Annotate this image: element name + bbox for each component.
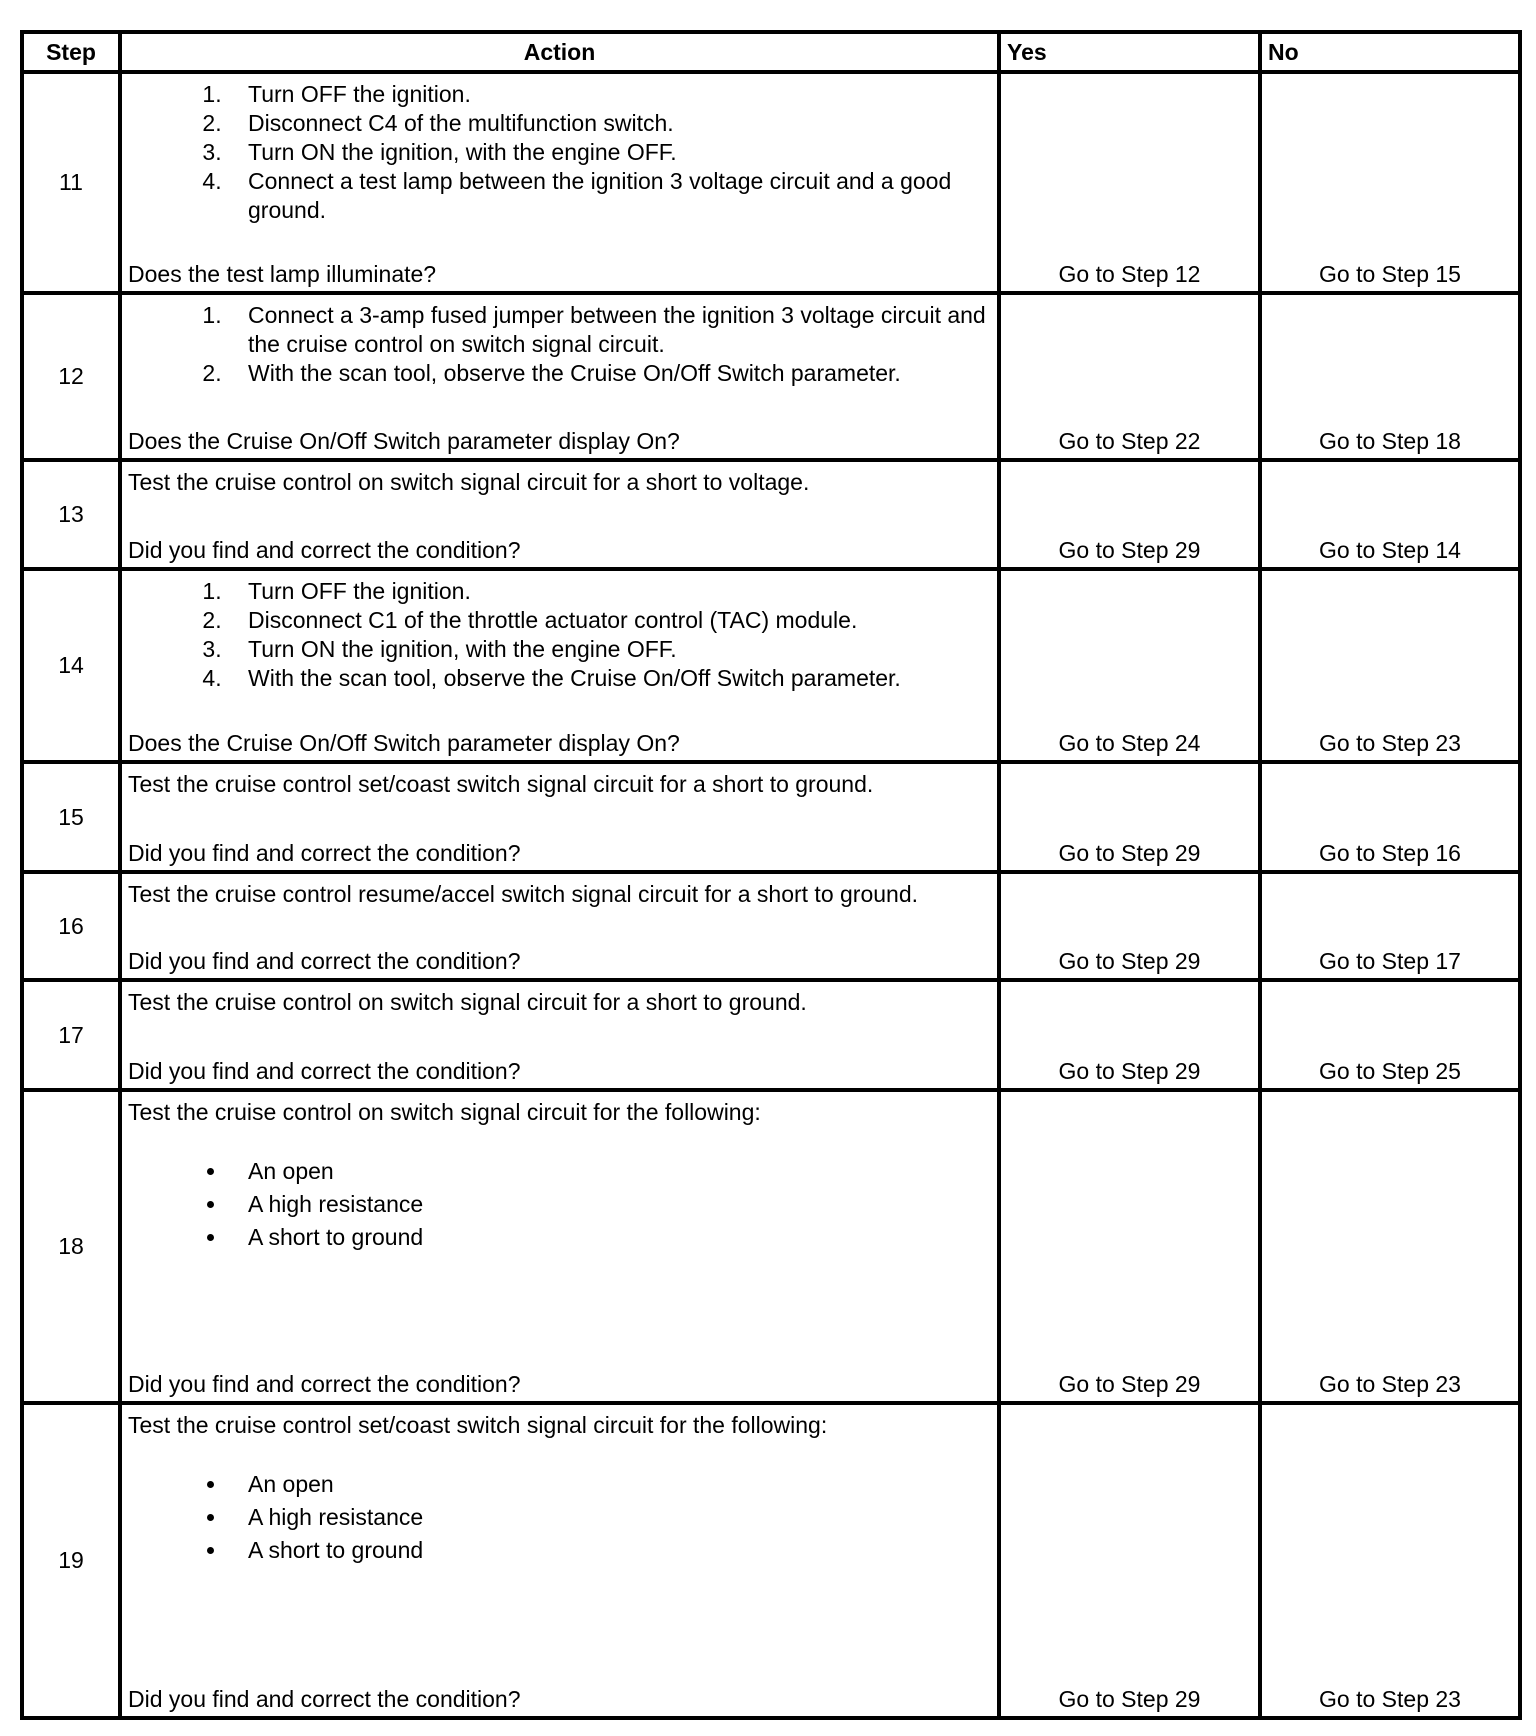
- action-steps: [128, 301, 991, 388]
- yes-result: Go to Step 12: [999, 72, 1260, 293]
- yes-result: Go to Step 29: [999, 980, 1260, 1090]
- condition-item: • A short to ground: [228, 1534, 991, 1567]
- step-number: 16: [22, 872, 120, 980]
- table-row: [22, 293, 1520, 460]
- action-question: Does the Cruise On/Off Switch parameter display On?: [128, 730, 680, 756]
- yes-result: Go to Step 29: [999, 460, 1260, 569]
- action-step: 1. Connect a 3-amp fused jumper between the ignition 3 voltage circuit and the cruise control on switch signal circuit.: [228, 301, 991, 359]
- table-row: [22, 980, 1520, 1090]
- condition-list: [128, 1155, 991, 1254]
- action-cell: [120, 762, 999, 872]
- action-steps: [128, 80, 991, 225]
- no-result: Go to Step 16: [1260, 762, 1520, 872]
- action-step: 2. Disconnect C1 of the throttle actuator control (TAC) module.: [228, 606, 991, 635]
- step-number: 15: [22, 762, 120, 872]
- action-step: 4. With the scan tool, observe the Cruise On/Off Switch parameter.: [228, 664, 991, 693]
- condition-item: • A high resistance: [228, 1188, 991, 1221]
- action-step: 3. Turn ON the ignition, with the engine OFF.: [228, 138, 991, 167]
- action-question: Did you find and correct the condition?: [128, 1371, 521, 1397]
- action-question: Does the Cruise On/Off Switch parameter display On?: [128, 428, 680, 454]
- condition-list: [128, 1468, 991, 1567]
- action-question: Did you find and correct the condition?: [128, 1058, 521, 1084]
- action-step: 2. With the scan tool, observe the Cruise On/Off Switch parameter.: [228, 359, 991, 388]
- action-cell: [120, 293, 999, 460]
- action-question: Did you find and correct the condition?: [128, 948, 521, 974]
- step-number: 12: [22, 293, 120, 460]
- action-cell: [120, 1090, 999, 1403]
- action-text: Test the cruise control on switch signal circuit for a short to ground.: [128, 989, 807, 1015]
- action-cell: [120, 1403, 999, 1718]
- header-no: No: [1260, 32, 1520, 72]
- no-result: Go to Step 23: [1260, 1090, 1520, 1403]
- step-number: 14: [22, 569, 120, 762]
- table-row: [22, 872, 1520, 980]
- action-text: Test the cruise control set/coast switch signal circuit for the following:: [128, 1412, 828, 1438]
- action-question: Does the test lamp illuminate?: [128, 261, 437, 287]
- condition-item: • A short to ground: [228, 1221, 991, 1254]
- table-row: [22, 72, 1520, 293]
- yes-result: Go to Step 29: [999, 762, 1260, 872]
- action-text: Test the cruise control on switch signal circuit for the following:: [128, 1099, 761, 1125]
- step-number: 18: [22, 1090, 120, 1403]
- action-step: 2. Disconnect C4 of the multifunction switch.: [228, 109, 991, 138]
- action-cell: [120, 980, 999, 1090]
- table-row: [22, 460, 1520, 569]
- action-step: 3. Turn ON the ignition, with the engine OFF.: [228, 635, 991, 664]
- action-text: Test the cruise control set/coast switch signal circuit for a short to ground.: [128, 771, 874, 797]
- action-step: 1. Turn OFF the ignition.: [228, 80, 991, 109]
- no-result: Go to Step 17: [1260, 872, 1520, 980]
- no-result: Go to Step 23: [1260, 569, 1520, 762]
- step-number: 17: [22, 980, 120, 1090]
- table-row: [22, 1090, 1520, 1403]
- no-result: Go to Step 25: [1260, 980, 1520, 1090]
- no-result: Go to Step 15: [1260, 72, 1520, 293]
- action-question: Did you find and correct the condition?: [128, 1686, 521, 1712]
- action-cell: [120, 460, 999, 569]
- yes-result: Go to Step 22: [999, 293, 1260, 460]
- table-row: [22, 569, 1520, 762]
- step-number: 11: [22, 72, 120, 293]
- table-row: [22, 1403, 1520, 1718]
- yes-result: Go to Step 24: [999, 569, 1260, 762]
- header-step: Step: [22, 32, 120, 72]
- diagnostic-table: [20, 30, 1522, 1720]
- action-question: Did you find and correct the condition?: [128, 840, 521, 866]
- step-number: 19: [22, 1403, 120, 1718]
- action-steps: [128, 577, 991, 693]
- action-question: Did you find and correct the condition?: [128, 537, 521, 563]
- action-cell: [120, 569, 999, 762]
- condition-item: • An open: [228, 1468, 991, 1501]
- action-text: Test the cruise control on switch signal circuit for a short to voltage.: [128, 469, 810, 495]
- yes-result: Go to Step 29: [999, 1403, 1260, 1718]
- header-row: [22, 32, 1520, 72]
- no-result: Go to Step 14: [1260, 460, 1520, 569]
- no-result: Go to Step 18: [1260, 293, 1520, 460]
- yes-result: Go to Step 29: [999, 1090, 1260, 1403]
- action-step: 1. Turn OFF the ignition.: [228, 577, 991, 606]
- no-result: Go to Step 23: [1260, 1403, 1520, 1718]
- action-cell: [120, 72, 999, 293]
- table-row: [22, 762, 1520, 872]
- step-number: 13: [22, 460, 120, 569]
- action-step: 4. Connect a test lamp between the ignition 3 voltage circuit and a good ground.: [228, 167, 991, 225]
- condition-item: • A high resistance: [228, 1501, 991, 1534]
- header-action: Action: [120, 32, 999, 72]
- action-cell: [120, 872, 999, 980]
- yes-result: Go to Step 29: [999, 872, 1260, 980]
- header-yes: Yes: [999, 32, 1260, 72]
- action-text: Test the cruise control resume/accel switch signal circuit for a short to ground.: [128, 881, 919, 907]
- condition-item: • An open: [228, 1155, 991, 1188]
